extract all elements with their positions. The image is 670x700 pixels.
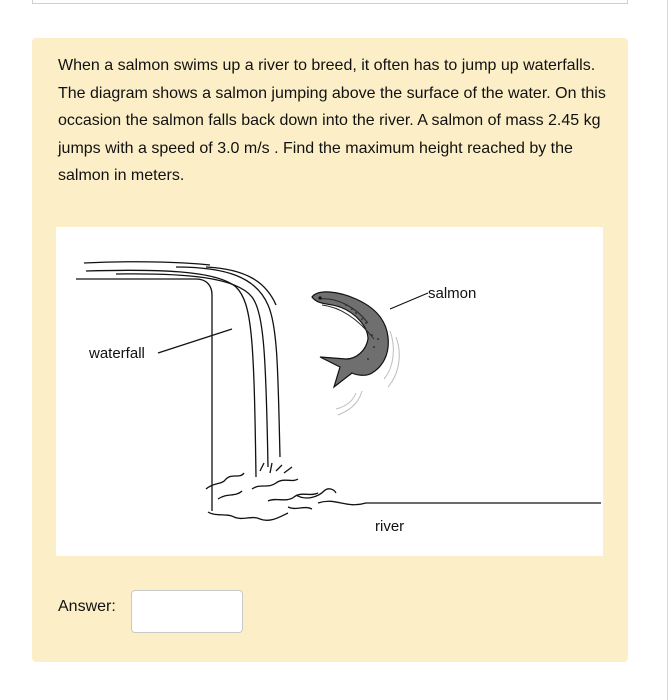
waterfall-label: waterfall xyxy=(89,345,145,362)
question-text: When a salmon swims up a river to breed, it often has to jump up waterfalls. The diagram shows a salmon jumping above the surface of the water. On this occasion the salmon falls back down into the river. A salmon of mass 2.45 kg jumps with a speed of 3.0 m/s . Find the maximum height reached by the salmon in meters. xyxy=(58,57,606,184)
river-label: river xyxy=(375,518,405,535)
salmon-label: salmon xyxy=(428,285,477,302)
previous-card-edge xyxy=(32,0,628,4)
right-border xyxy=(667,0,668,700)
diagram-drawing xyxy=(56,227,603,556)
question-card xyxy=(32,38,628,662)
salmon-fish-icon xyxy=(312,292,388,387)
answer-label: Answer: xyxy=(58,598,116,615)
answer-input[interactable] xyxy=(131,590,243,633)
salmon-waterfall-diagram xyxy=(56,227,603,556)
